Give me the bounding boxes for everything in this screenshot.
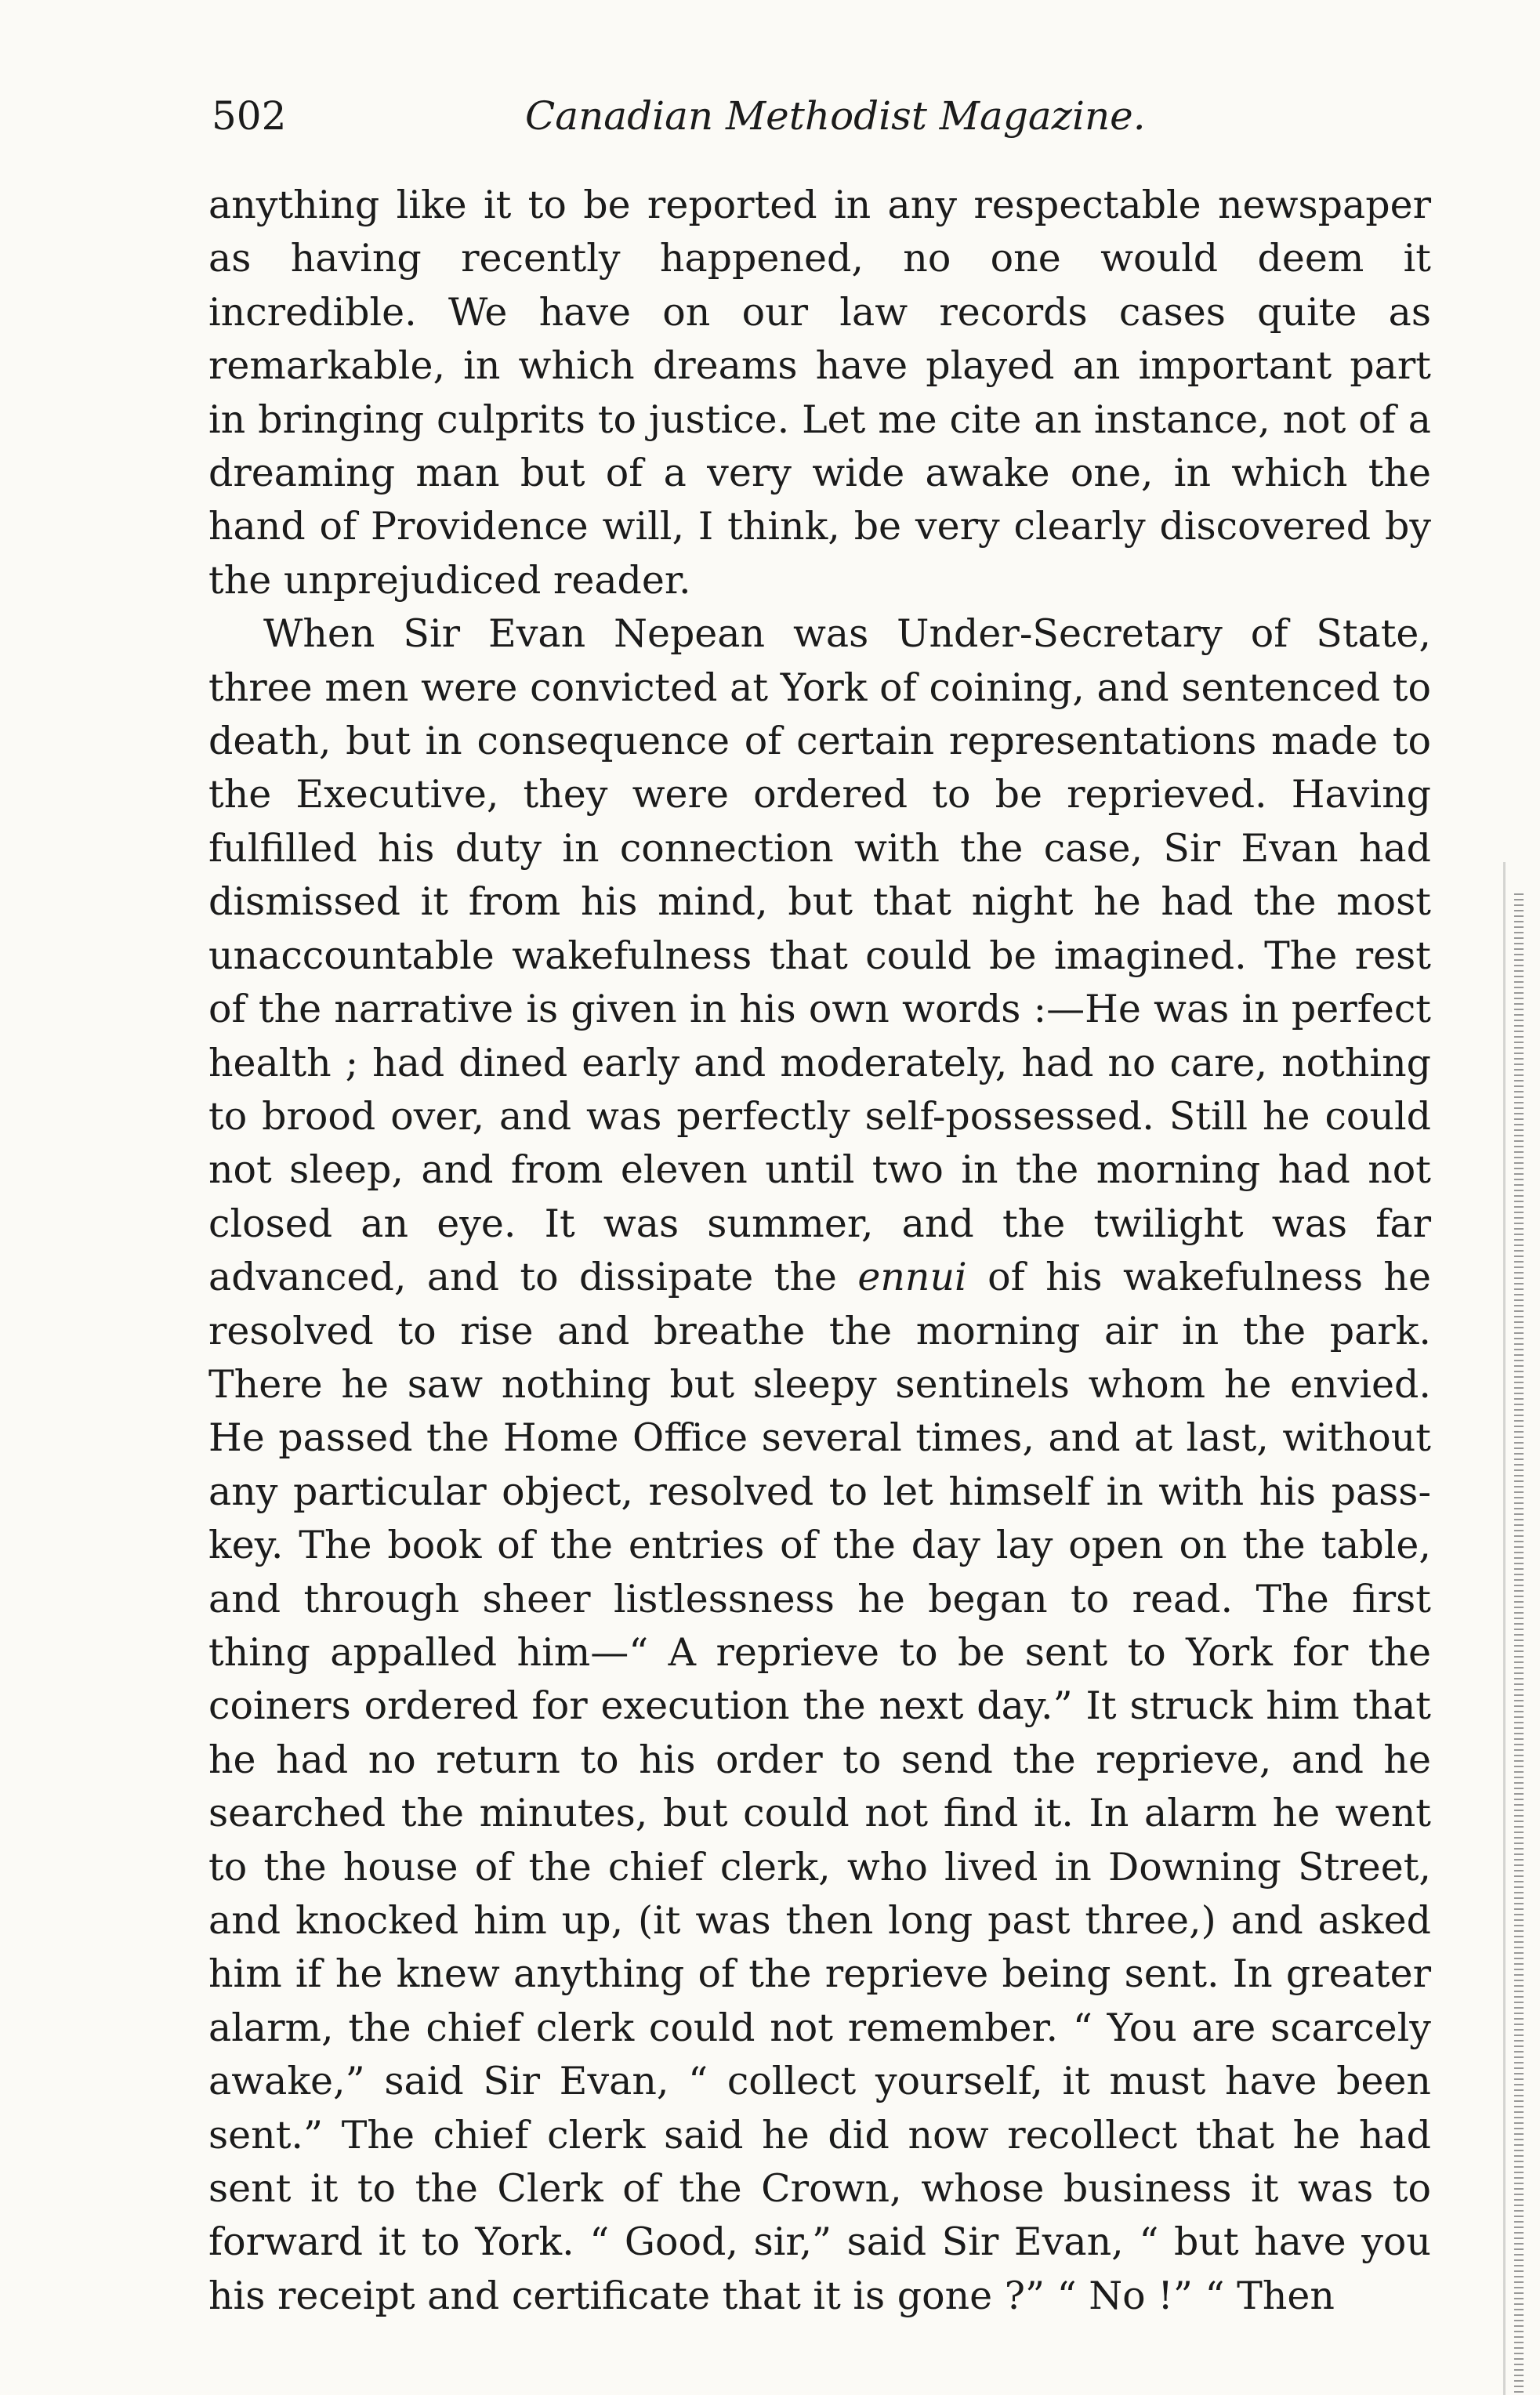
body-text (208, 179, 1431, 2323)
paragraph-2-part-1: When Sir Evan Nepean was Under-Secretary of State, three men were convicted at York of coining, and sentenced to death, but in consequence of certain representations made to the Executive, they were ordered to be reprieved. Having fulfilled his duty in connection with the case, Sir Evan had dismissed it from his mind, but that night he had the most unaccountable wakefulness that could be imagined. The rest of the narrative is given in his own words :—He was in perfect health ; had dined early and moderately, had no care, nothing to brood over, and was perfectly self-possessed. Still he could not sleep, and from eleven until two in the morning had not closed an eye. It was summer, and the twilight was far advanced, and to dissipate the (208, 611, 1431, 1300)
page-number: 502 (212, 93, 287, 139)
running-title: Canadian Methodist Magazine. (525, 93, 1146, 139)
scan-edge-line (1503, 862, 1506, 2395)
paragraph-2-part-2: of his wakefulness he resolved to rise and breathe the morning air in the park. There he saw nothing but sleepy sentinels whom he envied. He passed the Home Office several times, and at last, without any particular object, resolved to let himself in with his pass-key. The book of the entries of the day lay open on the table, and through sheer listlessness he began to read. The first thing appalled him—“ A reprieve to be sent to York for the coiners ordered for execution the next day.” It struck him that he had no return to his order to send the reprieve, and he searched the minutes, but could not find it. In alarm he went to the house of the chief clerk, who lived in Downing Street, and knocked him up, (it was then long past three,) and asked him if he knew anything of the reprieve being sent. In greater alarm, the chief clerk could not remember. “ You are scarcely awake,” said Sir Evan, “ collect yourself, it must have been sent.” The chief clerk said he did now recollect that he had sent it to the Clerk of the Crown, whose business it was to forward it to York. “ Good, sir,” said Sir Evan, “ but have you his receipt and certificate that it is gone ?” “ No !” “ Then (208, 1255, 1431, 2318)
paragraph-1: anything like it to be reported in any respectable newspaper as having recently happened, no one would deem it incredible. We have on our law records cases quite as remarkable, in which dreams have played an important part in bringing culprits to justice. Let me cite an instance, not of a dreaming man but of a very wide awake one, in which the hand of Providence will, I think, be very clearly discovered by the unprejudiced reader. (208, 183, 1431, 603)
page-header (212, 85, 1434, 147)
paragraph-2-italic-word: ennui (857, 1255, 967, 1300)
paragraph-2 (208, 607, 1431, 2323)
scan-edge-texture (1514, 893, 1524, 2395)
